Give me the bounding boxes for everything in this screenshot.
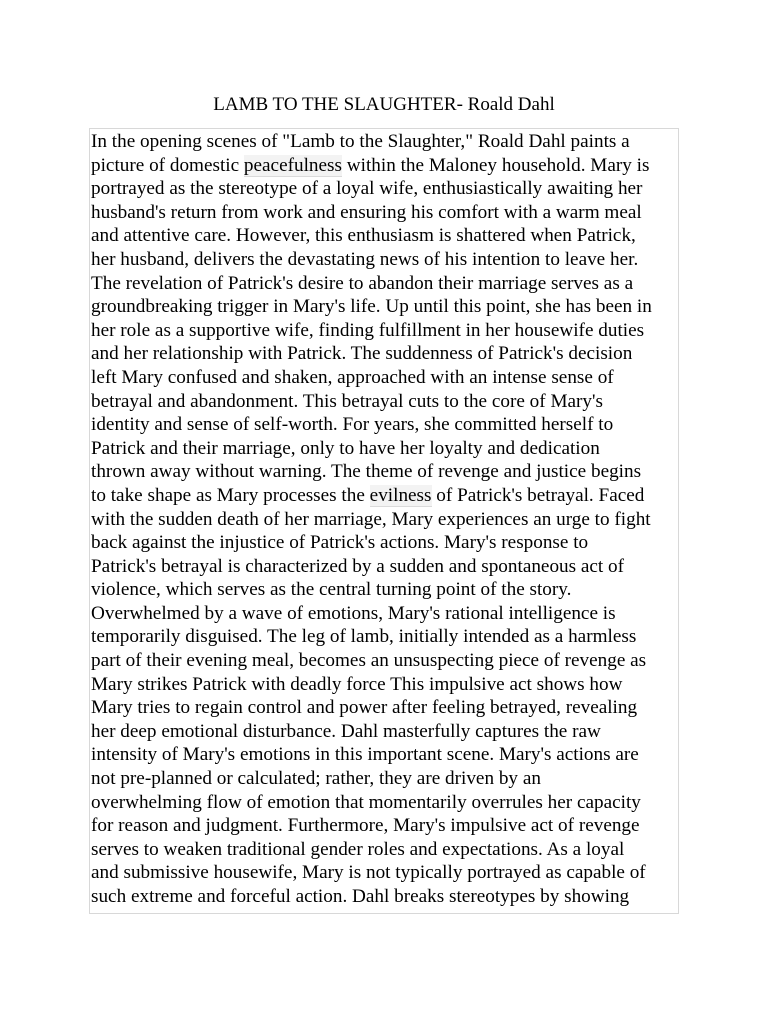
highlighted-word: evilness xyxy=(369,484,432,506)
text-line: and attentive care. However, this enthusiasm is shattered when Patrick, xyxy=(91,225,636,247)
text-line: thrown away without warning. The theme of revenge and justice begins xyxy=(91,461,642,483)
text-line: The revelation of Patrick's desire to abandon their marriage serves as a xyxy=(91,272,634,294)
text-line: part of their evening meal, becomes an unsuspecting piece of revenge as xyxy=(91,650,647,672)
text-line: to take shape as Mary processes the evilness of Patrick's betrayal. Faced xyxy=(91,484,645,506)
text-line: portrayed as the stereotype of a loyal wife, enthusiastically awaiting her xyxy=(91,178,643,200)
text-line: and her relationship with Patrick. The suddenness of Patrick's decision xyxy=(91,343,633,365)
title-text: LAMB TO THE SLAUGHTER xyxy=(213,94,457,115)
text-line: husband's return from work and ensuring his comfort with a warm meal xyxy=(91,201,642,223)
text-line: picture of domestic peacefulness within the Maloney household. Mary is xyxy=(91,154,650,176)
author-name: Roald Dahl xyxy=(467,94,555,115)
text-box xyxy=(89,128,679,914)
text-line: violence, which serves as the central turning point of the story. xyxy=(91,579,572,601)
text-line: temporarily disguised. The leg of lamb, initially intended as a harmless xyxy=(91,626,637,648)
text-line: Mary strikes Patrick with deadly force This impulsive act shows how xyxy=(91,673,623,695)
text-line: left Mary confused and shaken, approached with an intense sense of xyxy=(91,366,614,388)
text-line: back against the injustice of Patrick's actions. Mary's response to xyxy=(91,532,589,554)
text-line: not pre-planned or calculated; rather, they are driven by an xyxy=(91,768,541,790)
text-line: such extreme and forceful action. Dahl breaks stereotypes by showing xyxy=(91,886,630,907)
text-line: serves to weaken traditional gender roles and expectations. As a loyal xyxy=(91,838,625,860)
highlighted-word: peacefulness xyxy=(243,154,342,176)
text-line: groundbreaking trigger in Mary's life. Up until this point, she has been in xyxy=(91,296,652,318)
text-line: her deep emotional disturbance. Dahl masterfully captures the raw xyxy=(91,720,601,742)
body-text xyxy=(91,130,677,909)
document-title xyxy=(0,92,768,118)
text-line: In the opening scenes of "Lamb to the Slaughter," Roald Dahl paints a xyxy=(91,131,630,152)
text-line: overwhelming flow of emotion that momentarily overrules her capacity xyxy=(91,791,641,813)
text-line: Overwhelmed by a wave of emotions, Mary's rational intelligence is xyxy=(91,602,616,624)
text-line: betrayal and abandonment. This betrayal cuts to the core of Mary's xyxy=(91,390,603,412)
title-separator: - xyxy=(456,94,468,115)
text-line: and submissive housewife, Mary is not typically portrayed as capable of xyxy=(91,862,646,884)
text-line: her role as a supportive wife, finding fulfillment in her housewife duties xyxy=(91,319,645,341)
text-line: Patrick's betrayal is characterized by a sudden and spontaneous act of xyxy=(91,555,625,577)
text-line: identity and sense of self-worth. For years, she committed herself to xyxy=(91,414,614,436)
text-line: Mary tries to regain control and power after feeling betrayed, revealing xyxy=(91,697,638,719)
text-line: intensity of Mary's emotions in this important scene. Mary's actions are xyxy=(91,744,639,766)
text-line: her husband, delivers the devastating news of his intention to leave her. xyxy=(91,248,639,270)
text-line: with the sudden death of her marriage, Mary experiences an urge to fight xyxy=(91,508,651,530)
text-line: for reason and judgment. Furthermore, Mary's impulsive act of revenge xyxy=(91,815,640,837)
text-line: Patrick and their marriage, only to have her loyalty and dedication xyxy=(91,437,600,459)
